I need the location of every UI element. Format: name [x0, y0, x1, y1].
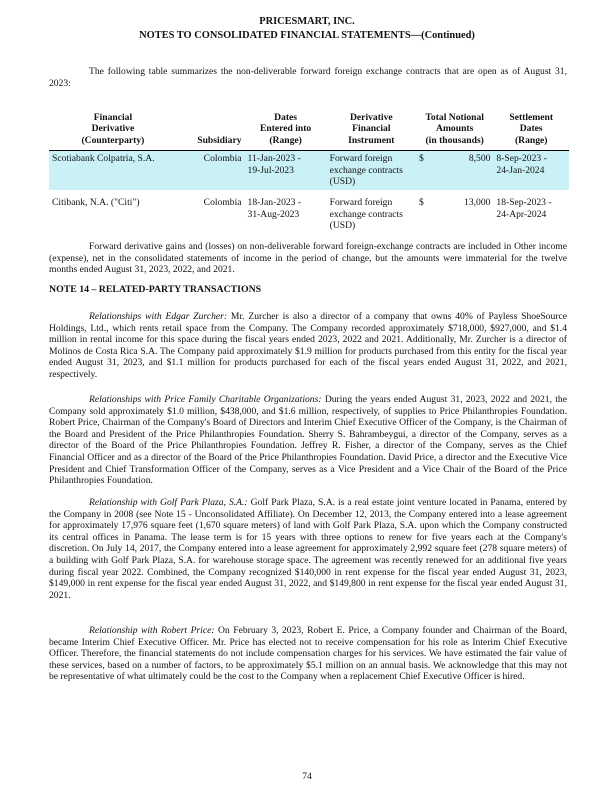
cell-settlement: 18-Sep-2023 - 24-Apr-2024 [496, 197, 552, 220]
cell-instrument: Forward foreign exchange contracts (USD) [327, 151, 416, 191]
header-settlement: Settlement Dates (Range) [493, 112, 569, 151]
note-14-heading: NOTE 14 – RELATED-PARTY TRANSACTIONS [49, 284, 262, 295]
robert-price-lead: Relationship with Robert Price: [89, 625, 215, 636]
header-notional: Total Notional Amounts (in thousands) [416, 112, 493, 151]
cell-dates-entered: 18-Jan-2023 - 31-Aug-2023 [247, 197, 302, 220]
cell-currency: $ [418, 197, 424, 209]
cell-counterparty: Citibank, N.A. ("Citi") [52, 197, 140, 209]
company-name: PRICESMART, INC. [259, 16, 355, 27]
zurcher-paragraph: Relationships with Edgar Zurcher: Mr. Zurcher is also a director of a company that owns 40% of Payless ShoeSource Holdings, Ltd., which rents retail space from the Company. The Company recorded approximately $718,000, $927,000, and $1.4 million in rental income for this space during the fiscal years ended 2023, 2022 and 2021. Additionally, Mr. Zurcher is a director of Molinos de Costa Rica S.A. The Company paid approximately $1.9 million for products purchased from this entity for the fiscal year ended August 31, 2023, and $1.1 million for products purchased for each of the fiscal years ended August 31, 2022, and 2021, respectively. [49, 311, 567, 380]
header-counterparty: Financial Derivative (Counterparty) [49, 112, 177, 151]
cell-amount: 13,000 [464, 197, 491, 209]
table-row [49, 195, 569, 234]
page-subtitle: NOTES TO CONSOLIDATED FINANCIAL STATEMENTS—(Continued) [139, 30, 475, 41]
header-subsidiary: Subsidiary [177, 112, 245, 151]
forward-contracts-table [49, 112, 569, 235]
header-instrument: Derivative Financial Instrument [327, 112, 416, 151]
cell-amount: 8,500 [436, 151, 494, 191]
derivative-gains-paragraph: Forward derivative gains and (losses) on non-deliverable forward foreign-exchange contracts are included in Other income (expense), net in the consolidated statements of income in the period of change, but the amounts were immaterial for the twelve months ended August 31, 2023, 2022, and 2021. [49, 241, 567, 276]
zurcher-lead: Relationships with Edgar Zurcher: [89, 311, 228, 322]
cell-subsidiary: Colombia [177, 151, 245, 191]
golf-park-paragraph: Relationship with Golf Park Plaza, S.A.: Golf Park Plaza, S.A. is a real estate joint venture located in Panama, entered by the Company in 2008 (see Note 15 - Unconsolidated Affiliate). On December 12, 2013, the Company entered into a lease agreement for approximately 17,976 square feet (1,670 square meters) of land with Golf Park Plaza, S.A. upon which the Company constructed its central offices in Panama. The lease term is for 15 years with three options to renew for five years each at the Company's discretion. On July 14, 2017, the Company entered into a lease agreement for approximately 2,992 square feet (278 square meters) of a building with Golf Park Plaza, S.A. for warehouse storage space. The agreement was recently renewed for an additional five years during fiscal year 2022. Combined, the Company recognized $140,000 in rent expense for the fiscal year ended August 31, 2023, $149,000 in rent expense for the fiscal year ended August 31, 2022, and $149,800 in rent expense for the fiscal year ended August 31, 2021. [49, 497, 567, 601]
intro-paragraph: The following table summarizes the non-deliverable forward foreign exchange contracts that are open as of August 31, 2023: [49, 66, 567, 89]
robert-price-paragraph: Relationship with Robert Price: On February 3, 2023, Robert E. Price, a Company founder and Chairman of the Board, became Interim Chief Executive Officer. Mr. Price has elected not to receive compensation for his role as Interim Chief Executive Officer. Therefore, the financial statements do not include compensation charges for his services. We have estimated the fair value of these services, based on a number of factors, to be approximately $5.1 million on an annual basis. We acknowledge that this may not be representative of what ultimately could be the cost to the Company when a replacement Chief Executive Officer is hired. [49, 625, 567, 683]
cell-dates-entered: 11-Jan-2023 - 19-Jul-2023 [245, 151, 327, 191]
table-row [49, 151, 569, 191]
table-header-row [49, 112, 569, 151]
price-family-paragraph: Relationships with Price Family Charitable Organizations: During the years ended August 31, 2023, 2022 and 2021, the Company sold approximately $1.0 million, $438,000, and $1.6 million, respectively, of supplies to Price Philanthropies Foundation. Robert Price, Chairman of the Company's Board of Directors and Interim Chief Executive Officer of the Company, is the Chairman of the Board and President of the Price Philanthropies Foundation. Sherry S. Bahrambeygui, a director of the Company, serves as a director of the Board of the Price Philanthropies Foundation. Jeffrey R. Fisher, a director of the Company, serves as the Chief Financial Officer and as a director of the Board of the Price Philanthropies Foundation. David Price, a director and the Executive Vice President and Chief Transformation Officer of the Company, serves as a Vice President and a Vice Chair of the Board of the Price Philanthropies Foundation. [49, 394, 567, 487]
cell-subsidiary: Colombia [203, 197, 242, 209]
price-family-lead: Relationships with Price Family Charitable Organizations: [89, 394, 322, 405]
header-dates-entered: Dates Entered into (Range) [245, 112, 327, 151]
cell-settlement: 8-Sep-2023 - 24-Jan-2024 [493, 151, 569, 191]
cell-instrument: Forward foreign exchange contracts (USD) [329, 197, 403, 232]
cell-counterparty: Scotiabank Colpatria, S.A. [49, 151, 177, 191]
page-number: 74 [302, 771, 312, 782]
golf-park-lead: Relationship with Golf Park Plaza, S.A.: [89, 497, 248, 508]
cell-currency: $ [416, 151, 436, 191]
